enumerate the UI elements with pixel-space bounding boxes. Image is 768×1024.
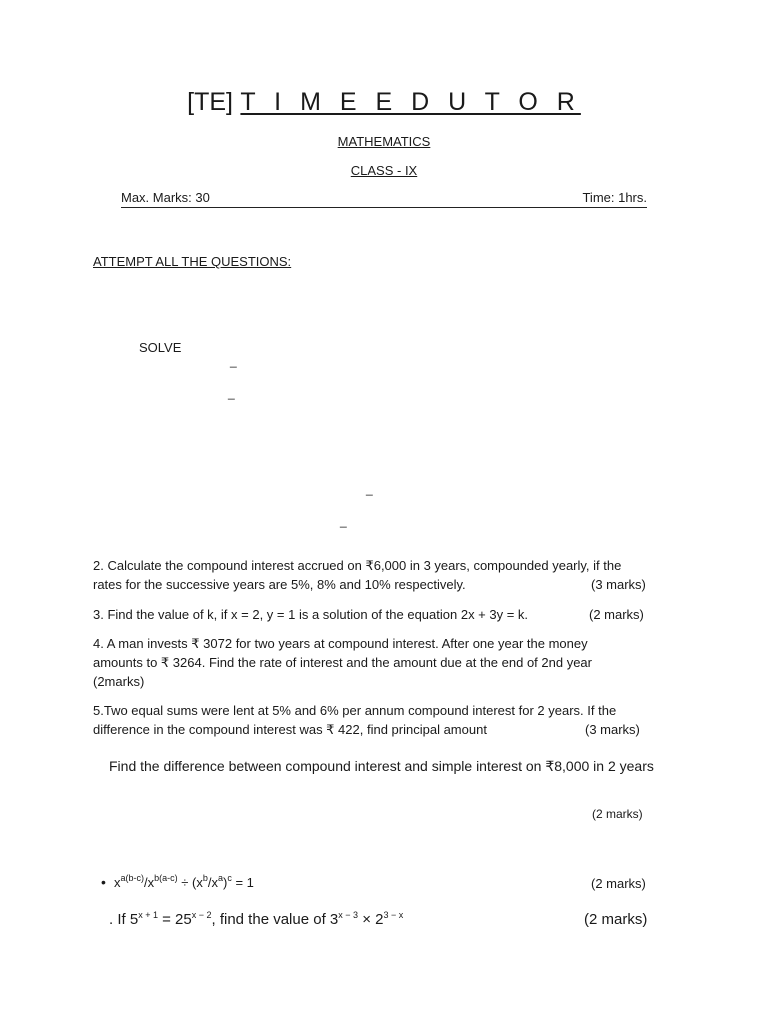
question-7-marks: (2 marks)	[591, 876, 646, 891]
dash-mark: _	[366, 482, 373, 496]
question-8	[109, 911, 403, 928]
exponent: a(b-c)	[120, 873, 145, 883]
question-4-line-3: (2marks)	[93, 674, 145, 689]
question-4-line-1: 4. A man invests ₹ 3072 for two years at compound interest. After one year the money	[93, 636, 588, 651]
question-6: Find the difference between compound interest and simple interest on ₹8,000 in 2 years	[109, 758, 654, 774]
question-7-expression	[114, 875, 254, 890]
subject-heading: MATHEMATICS	[337, 134, 431, 149]
exponent: b(a-c)	[154, 873, 178, 883]
expr-part: × 2	[358, 911, 384, 928]
expr-part: , find the value of 3	[211, 911, 339, 928]
question-2-marks: (3 marks)	[591, 577, 646, 592]
exponent: b	[202, 873, 208, 883]
question-5-marks: (3 marks)	[585, 722, 640, 737]
question-8-marks: (2 marks)	[584, 911, 648, 928]
dash-mark: _	[230, 354, 237, 368]
exponent: a	[217, 873, 223, 883]
expr-part: . If 5	[109, 911, 139, 928]
class-heading: CLASS - IX	[350, 163, 418, 178]
instruction: ATTEMPT ALL THE QUESTIONS:	[93, 254, 292, 269]
max-marks: Max. Marks: 30	[121, 190, 210, 205]
expr-part: ÷ (x	[177, 875, 203, 890]
brand-tag: [TE]	[187, 88, 233, 116]
solve-label: SOLVE	[139, 340, 182, 355]
marks-time-line	[121, 190, 647, 208]
exponent: x + 1	[138, 910, 158, 920]
exponent: c	[227, 873, 232, 883]
exponent: x − 3	[338, 910, 359, 920]
page-title	[0, 88, 768, 117]
expr-part: x	[114, 875, 121, 890]
question-2-line-1: 2. Calculate the compound interest accrued on ₹6,000 in 3 years, compounded yearly, if the	[93, 558, 622, 573]
dash-mark: _	[228, 386, 235, 400]
brand-name: T I M E E D U T O R	[240, 88, 581, 116]
question-5-line-2: difference in the compound interest was ₹ 422, find principal amount	[93, 722, 487, 737]
bullet-point: •	[101, 874, 106, 890]
question-6-marks: (2 marks)	[592, 807, 643, 821]
question-3: 3. Find the value of k, if x = 2, y = 1 is a solution of the equation 2x + 3y = k.	[93, 607, 529, 622]
exponent: x − 2	[191, 910, 212, 920]
dash-mark: _	[340, 514, 347, 528]
expr-part: = 1	[231, 875, 254, 890]
question-5-line-1: 5.Two equal sums were lent at 5% and 6% per annum compound interest for 2 years. If the	[93, 703, 617, 718]
expr-part: /x	[144, 875, 155, 890]
question-4-line-2: amounts to ₹ 3264. Find the rate of interest and the amount due at the end of 2nd year	[93, 655, 592, 670]
exponent: 3 − x	[383, 910, 404, 920]
question-2-line-2: rates for the successive years are 5%, 8% and 10% respectively.	[93, 577, 466, 592]
expr-part: )	[223, 875, 228, 890]
time-allowed: Time: 1hrs.	[582, 190, 647, 205]
expr-part: /x	[207, 875, 218, 890]
question-3-marks: (2 marks)	[589, 607, 644, 622]
expr-part: = 25	[157, 911, 192, 928]
